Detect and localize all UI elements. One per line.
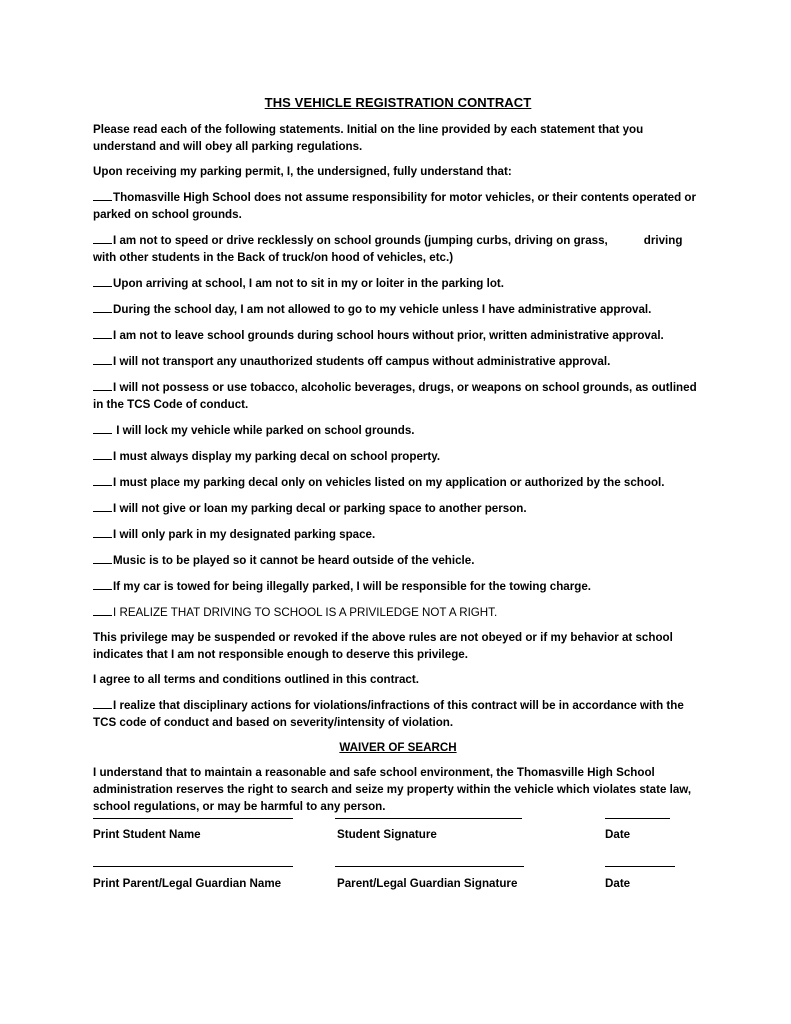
agree-paragraph: I agree to all terms and conditions outlined in this contract. <box>93 673 419 686</box>
statement-14: If my car is towed for being illegally parked, I will be responsible for the towing charge. <box>93 577 703 595</box>
statement-disciplinary: I realize that disciplinary actions for violations/infractions of this contract will be in accordance with the TCS code of conduct and based on severity/intensity of violation. <box>93 696 703 731</box>
initial-line[interactable] <box>93 231 112 244</box>
statement-2: I am not to speed or drive recklessly on school grounds (jumping curbs, driving on grass, driving with other students in the Back of truck/on hood of vehicles, etc.) <box>93 231 703 266</box>
initial-line[interactable] <box>93 696 112 709</box>
statement-8: I will lock my vehicle while parked on school grounds. <box>93 421 703 439</box>
statement-11: I will not give or loan my parking decal or parking space to another person. <box>93 499 703 517</box>
initial-line[interactable] <box>93 378 112 391</box>
parent-signature-label: Parent/Legal Guardian Signature <box>337 877 518 890</box>
date-label-2: Date <box>605 877 631 890</box>
statement-1: Thomasville High School does not assume responsibility for motor vehicles, or their contents operated or parked on school grounds. <box>93 188 703 223</box>
initial-line[interactable] <box>93 603 112 616</box>
statement-4: During the school day, I am not allowed to go to my vehicle unless I have administrative approval. <box>93 300 703 318</box>
statement-13: Music is to be played so it cannot be heard outside of the vehicle. <box>93 551 703 569</box>
statement-12: I will only park in my designated parking space. <box>93 525 703 543</box>
parent-name-label: Print Parent/Legal Guardian Name <box>93 877 282 890</box>
initial-line[interactable] <box>93 447 112 460</box>
initial-line[interactable] <box>93 326 112 339</box>
initial-line[interactable] <box>93 525 112 538</box>
page-title: THS VEHICLE REGISTRATION CONTRACT <box>264 95 532 110</box>
initial-line[interactable] <box>93 300 112 313</box>
waiver-paragraph: I understand that to maintain a reasonable and safe school environment, the Thomasville High School administration reserves the right to search and seize my property within the vehicle which violates state law, school regulations, or may be harmful to any person. <box>93 766 692 813</box>
statement-7: I will not possess or use tobacco, alcoholic beverages, drugs, or weapons on school grounds, as outlined in the TCS Code of conduct. <box>93 378 703 413</box>
student-signature-line[interactable] <box>335 818 522 819</box>
date-label-1: Date <box>605 828 631 841</box>
statement-10: I must place my parking decal only on vehicles listed on my application or authorized by the school. <box>93 473 703 491</box>
statement-3: Upon arriving at school, I am not to sit in my or loiter in the parking lot. <box>93 274 703 292</box>
statement-5: I am not to leave school grounds during school hours without prior, written administrative approval. <box>93 326 703 344</box>
intro-paragraph: Please read each of the following statements. Initial on the line provided by each statement that you understand and will obey all parking regulations. <box>93 123 644 153</box>
upon-receiving-paragraph: Upon receiving my parking permit, I, the undersigned, fully understand that: <box>93 165 512 178</box>
privilege-paragraph: This privilege may be suspended or revoked if the above rules are not obeyed or if my behavior at school indicates that I am not responsible enough to deserve this privilege. <box>93 631 673 661</box>
waiver-title: WAIVER OF SEARCH <box>339 741 457 754</box>
initial-line[interactable] <box>93 188 112 201</box>
statement-6: I will not transport any unauthorized students off campus without administrative approval. <box>93 352 703 370</box>
initial-line[interactable] <box>93 577 112 590</box>
student-name-label: Print Student Name <box>93 828 201 841</box>
date-line-1[interactable] <box>605 818 670 819</box>
initial-line[interactable] <box>93 473 112 486</box>
initial-line[interactable] <box>93 551 112 564</box>
initial-line[interactable] <box>93 274 112 287</box>
statement-realize: I REALIZE THAT DRIVING TO SCHOOL IS A PRIVILEDGE NOT A RIGHT. <box>93 603 703 621</box>
date-line-2[interactable] <box>605 866 675 867</box>
parent-name-line[interactable] <box>93 866 293 867</box>
initial-line[interactable] <box>93 352 112 365</box>
initial-line[interactable] <box>93 421 112 434</box>
student-signature-label: Student Signature <box>337 828 437 841</box>
parent-signature-line[interactable] <box>335 866 524 867</box>
student-name-line[interactable] <box>93 818 293 819</box>
initial-line[interactable] <box>93 499 112 512</box>
statement-9: I must always display my parking decal on school property. <box>93 447 703 465</box>
contract-body <box>93 94 703 823</box>
